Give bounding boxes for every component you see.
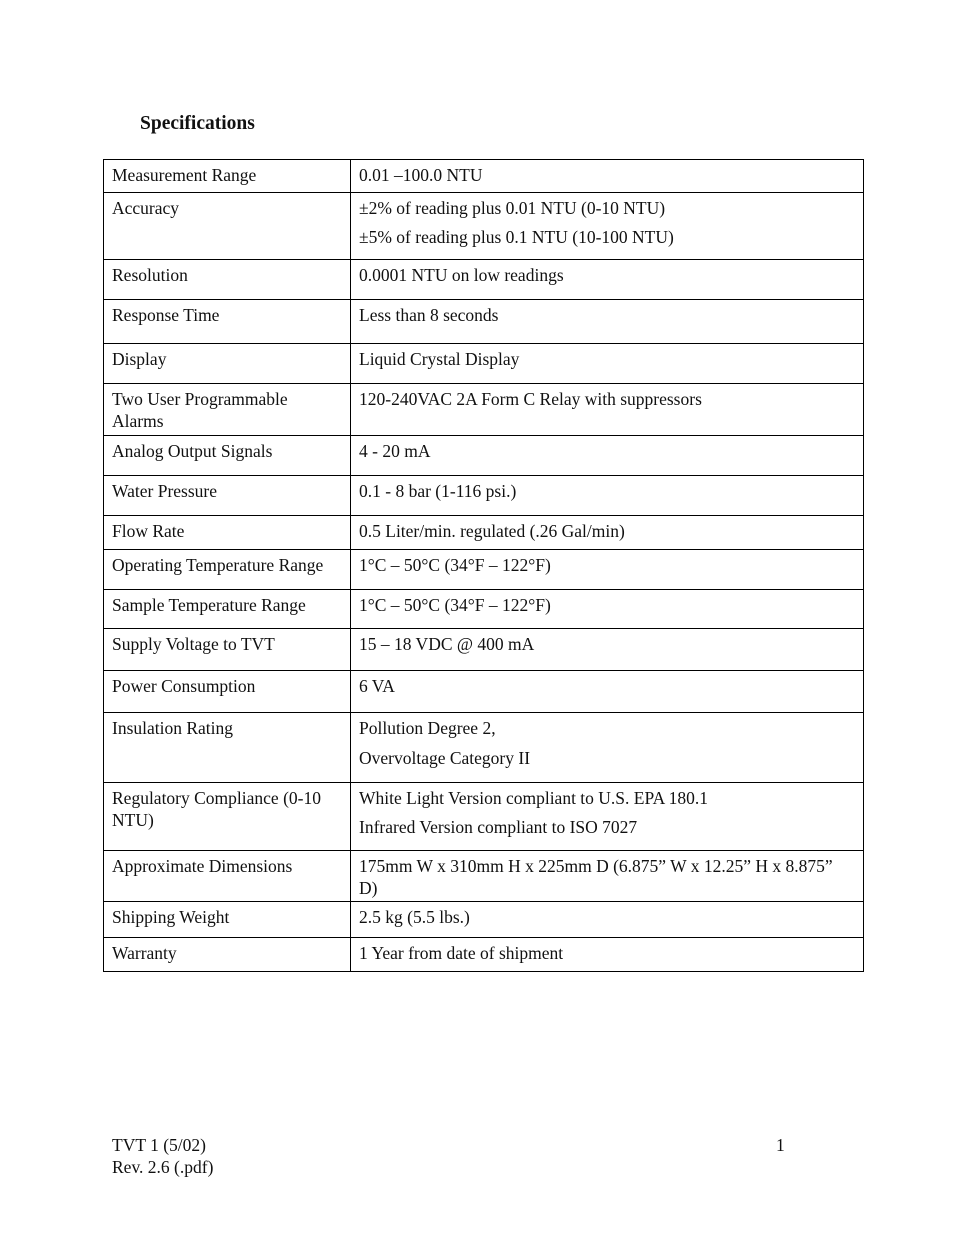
spec-value: Liquid Crystal Display	[351, 344, 864, 384]
spec-value: 0.1 - 8 bar (1-116 psi.)	[351, 476, 864, 516]
table-row	[104, 851, 864, 902]
spec-value: Pollution Degree 2, Overvoltage Category II	[351, 713, 864, 783]
page-number: 1	[776, 1135, 785, 1155]
spec-label: Shipping Weight	[104, 902, 351, 938]
table-row	[104, 590, 864, 629]
table-row	[104, 938, 864, 972]
spec-label: Flow Rate	[104, 516, 351, 550]
spec-label: Response Time	[104, 300, 351, 344]
revision-label: Rev. 2.6 (.pdf)	[112, 1157, 214, 1177]
table-row	[104, 193, 864, 260]
spec-label: Warranty	[104, 938, 351, 972]
table-row	[104, 550, 864, 590]
spec-label: Insulation Rating	[104, 713, 351, 783]
table-row	[104, 783, 864, 851]
spec-label: Two User Programmable Alarms	[104, 384, 351, 436]
table-row	[104, 260, 864, 300]
spec-value: 120-240VAC 2A Form C Relay with suppressors	[351, 384, 864, 436]
table-row	[104, 902, 864, 938]
page-title: Specifications	[140, 113, 255, 134]
spec-label: Resolution	[104, 260, 351, 300]
spec-value: White Light Version compliant to U.S. EPA 180.1 Infrared Version compliant to ISO 7027	[351, 783, 864, 851]
spec-value: 0.0001 NTU on low readings	[351, 260, 864, 300]
specifications-table	[103, 159, 864, 972]
table-row	[104, 384, 864, 436]
spec-value: 1°C – 50°C (34°F – 122°F)	[351, 550, 864, 590]
table-row	[104, 436, 864, 476]
spec-value: 15 – 18 VDC @ 400 mA	[351, 629, 864, 671]
spec-value: 0.01 –100.0 NTU	[351, 160, 864, 193]
spec-value: ±2% of reading plus 0.01 NTU (0-10 NTU) ±5% of reading plus 0.1 NTU (10-100 NTU)	[351, 193, 864, 260]
spec-label: Power Consumption	[104, 671, 351, 713]
table-row	[104, 160, 864, 193]
spec-label: Display	[104, 344, 351, 384]
spec-label: Accuracy	[104, 193, 351, 260]
spec-label: Supply Voltage to TVT	[104, 629, 351, 671]
spec-value: Less than 8 seconds	[351, 300, 864, 344]
spec-value: 2.5 kg (5.5 lbs.)	[351, 902, 864, 938]
spec-value: 4 - 20 mA	[351, 436, 864, 476]
spec-label: Operating Temperature Range	[104, 550, 351, 590]
footer-doc-info	[112, 1134, 213, 1178]
table-row	[104, 476, 864, 516]
spec-label: Analog Output Signals	[104, 436, 351, 476]
table-row	[104, 671, 864, 713]
spec-value: 175mm W x 310mm H x 225mm D (6.875” W x 12.25” H x 8.875” D)	[351, 851, 864, 902]
table-row	[104, 713, 864, 783]
spec-value: 6 VA	[351, 671, 864, 713]
table-row	[104, 344, 864, 384]
document-id: TVT 1 (5/02)	[112, 1135, 206, 1155]
table-row	[104, 300, 864, 344]
spec-label: Regulatory Compliance (0-10 NTU)	[104, 783, 351, 851]
spec-value: 0.5 Liter/min. regulated (.26 Gal/min)	[351, 516, 864, 550]
spec-label: Approximate Dimensions	[104, 851, 351, 902]
table-row	[104, 516, 864, 550]
spec-label: Water Pressure	[104, 476, 351, 516]
table-row	[104, 629, 864, 671]
spec-label: Measurement Range	[104, 160, 351, 193]
spec-value: 1 Year from date of shipment	[351, 938, 864, 972]
spec-label: Sample Temperature Range	[104, 590, 351, 629]
spec-value: 1°C – 50°C (34°F – 122°F)	[351, 590, 864, 629]
